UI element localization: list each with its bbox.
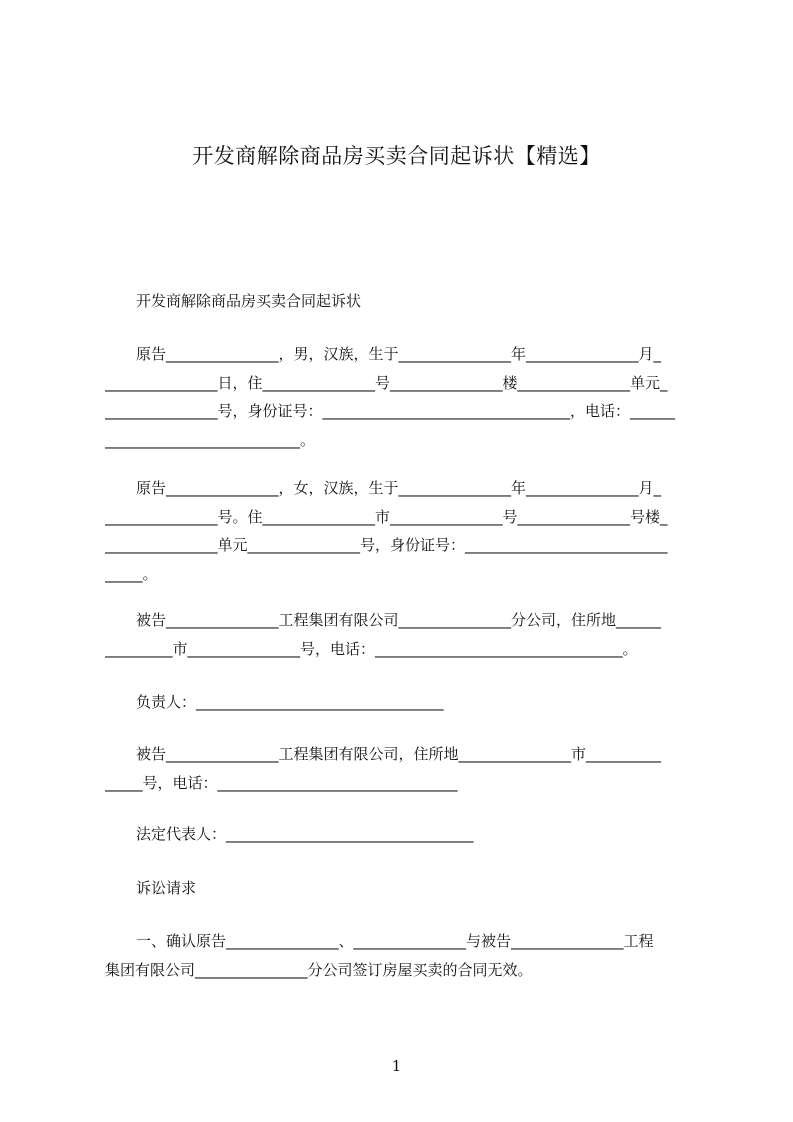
document-title: 开发商解除商品房买卖合同起诉状【精选】 bbox=[192, 144, 601, 168]
claim-1-paragraph bbox=[105, 927, 701, 984]
claim-1-line-2: 集团有限公司_______________分公司签订房屋买卖的合同无效。 bbox=[105, 960, 533, 979]
responsible-person-line: 负责人：_________________________________ bbox=[136, 693, 444, 711]
defendant-2-line-1: 被告_______________工程集团有限公司，住所地_______________市__________ bbox=[136, 745, 662, 763]
claim-1-line-1: 一、确认原告_______________、_______________与被告_______________工程 bbox=[136, 932, 654, 950]
plaintiff-2-paragraph bbox=[105, 474, 701, 588]
plaintiff-1-line-4: __________________________。 bbox=[105, 430, 316, 449]
plaintiff-2-line-4: _____。 bbox=[105, 564, 158, 583]
plaintiff-2-line-2: _______________号。住_______________市_______________号_______________号楼_ bbox=[105, 507, 668, 526]
plaintiff-1-line-2: _______________日，住_______________号_______________楼_______________单元_ bbox=[105, 373, 668, 392]
document-heading: 开发商解除商品房买卖合同起诉状 bbox=[136, 292, 362, 310]
claims-heading: 诉讼请求 bbox=[136, 879, 197, 897]
legal-representative-line: 法定代表人：_________________________________ bbox=[136, 825, 474, 843]
plaintiff-1-line-3: _______________号，身份证号：_________________________________，电话：______ bbox=[105, 402, 676, 420]
defendant-1-line-1: 被告_______________工程集团有限公司_______________分公司，住所地______ bbox=[136, 611, 662, 629]
page-number: 1 bbox=[391, 1057, 402, 1075]
defendant-1-line-2: _________市_______________号，电话：_________________________________。 bbox=[105, 639, 638, 658]
defendant-1-paragraph bbox=[105, 606, 701, 663]
plaintiff-1-line-1: 原告_______________，男，汉族，生于_______________年_______________月_ bbox=[136, 345, 662, 363]
defendant-2-line-2: _____号，电话：________________________________ bbox=[105, 773, 458, 792]
plaintiff-2-line-3: _______________单元_______________号，身份证号：___________________________ bbox=[105, 536, 668, 554]
plaintiff-2-line-1: 原告_______________，女，汉族，生于_______________年_______________月_ bbox=[136, 479, 662, 497]
plaintiff-1-paragraph bbox=[105, 340, 701, 454]
defendant-2-paragraph bbox=[105, 740, 701, 797]
